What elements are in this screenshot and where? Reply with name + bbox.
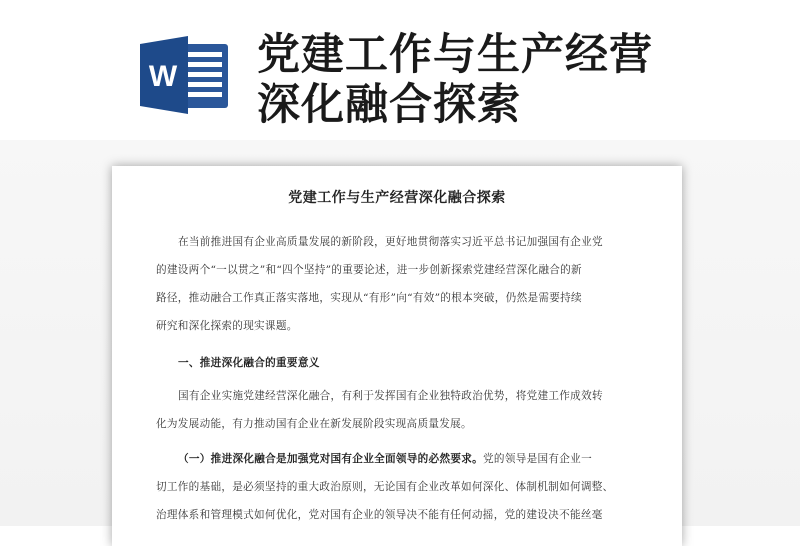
paragraph-line: 研究和深化探索的现实课题。: [156, 320, 298, 332]
paragraph-line: 化为发展动能，有力推动国有企业在新发展阶段实现高质量发展。: [156, 418, 472, 430]
document-page: [112, 166, 682, 546]
paragraph-line: 国有企业实施党建经营深化融合，有利于发挥国有企业独特政治优势，将党建工作成效转: [178, 390, 603, 402]
paragraph-text: 党的领导是国有企业一: [483, 453, 592, 465]
document-title: 党建工作与生产经营深化融合探索: [288, 190, 506, 206]
paragraph-line: 在当前推进国有企业高质量发展的新阶段，更好地贯彻落实习近平总书记加强国有企业党: [178, 236, 603, 248]
paragraph-line: 切工作的基础，是必须坚持的重大政治原则，无论国有企业改革如何深化、体制机制如何调整、: [156, 481, 614, 493]
page-title-line-2: 深化融合探索: [257, 80, 521, 130]
section-heading: 一、推进深化融合的重要意义: [178, 357, 320, 369]
page-title: [257, 30, 777, 130]
paragraph-line: 治理体系和管理模式如何优化，党对国有企业的领导决不能有任何动摇，党的建设决不能丝毫: [156, 509, 603, 521]
subsection-line: [178, 451, 592, 466]
paragraph-line: 的建设两个“一以贯之”和“四个坚持”的重要论述，进一步创新探索党建经营深化融合的新: [156, 264, 582, 276]
word-icon: [140, 36, 230, 114]
page-title-line-1: 党建工作与生产经营: [257, 30, 653, 80]
word-icon-letter: W: [148, 60, 178, 93]
paragraph-line: 路径，推动融合工作真正落实落地，实现从“有形”向“有效”的根本突破，仍然是需要持续: [156, 292, 582, 304]
subsection-heading: （一）推进深化融合是加强党对国有企业全面领导的必然要求。: [178, 453, 484, 465]
banner-header: [0, 0, 800, 140]
